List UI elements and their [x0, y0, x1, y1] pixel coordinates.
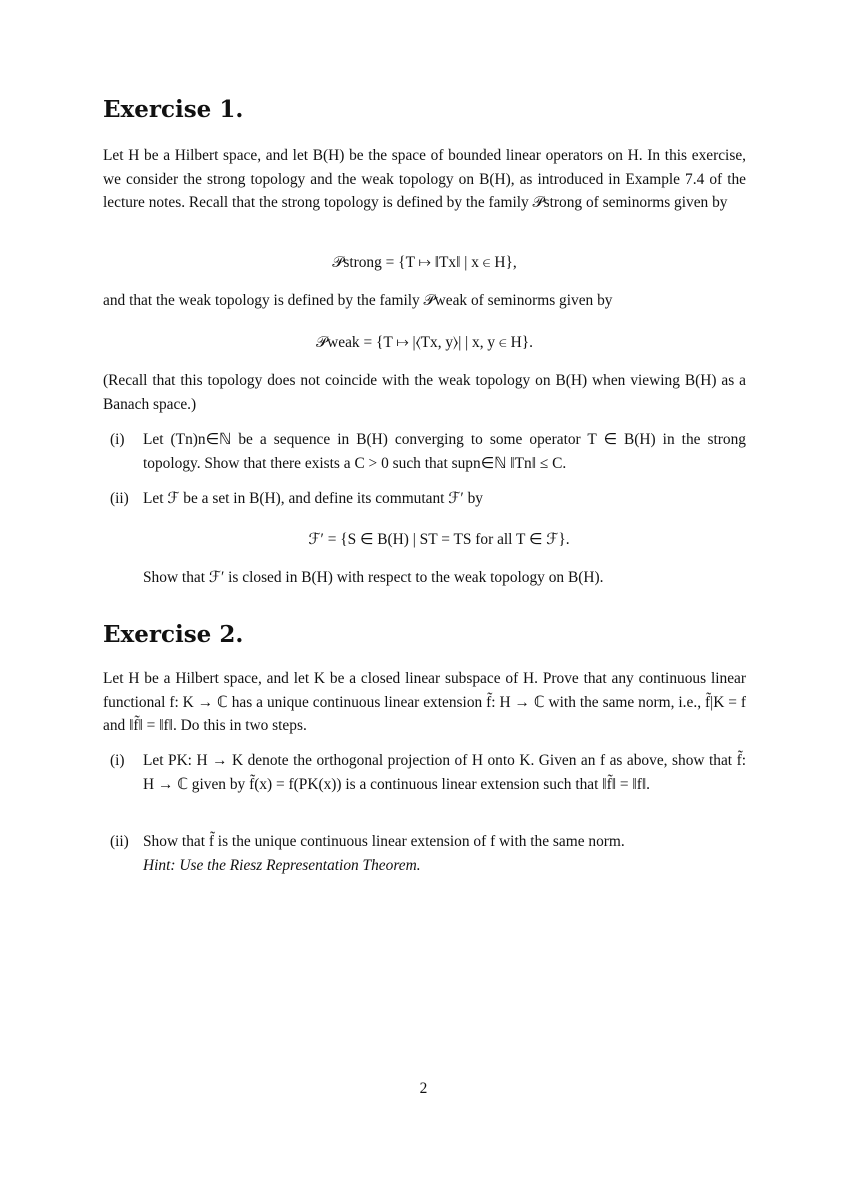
item-text: Let PK: H → K denote the orthogonal projection of H onto K. Given an f as above, show that f̃: H → ℂ given by f̃(x) = f(PK(x)) is a continuous linear extension such that ‖f̃‖ = ‖f‖. — [143, 752, 746, 793]
exercise-1-item-1 — [110, 428, 746, 475]
exercise-2-item-2 — [110, 830, 746, 877]
exercise-2-title: Exercise 2. — [103, 621, 244, 648]
hint-text: Hint: Use the Riesz Representation Theorem. — [143, 856, 421, 874]
item-text: Let ℱ be a set in B(H), and define its commutant ℱ′ by — [143, 490, 483, 507]
item-text — [143, 830, 746, 877]
item-text: Let (Tn)n∈ℕ be a sequence in B(H) converging to some operator T ∈ B(H) in the strong topology. Show that there exists a C > 0 such that supn∈ℕ ‖Tn‖ ≤ C. — [143, 431, 746, 472]
exercise-1-item-2 — [110, 487, 746, 511]
page-number: 2 — [419, 1080, 428, 1097]
equation-weak-seminorms: 𝒫weak = {T ↦ |⟨Tx, y⟩| | x, y ∈ H}. — [316, 334, 533, 351]
item-label: (ii) — [110, 490, 129, 507]
item-2-statement: Show that f̃ is the unique continuous linear extension of f with the same norm. — [143, 833, 625, 850]
item-label: (i) — [110, 752, 125, 769]
exercise-2-intro: Let H be a Hilbert space, and let K be a closed linear subspace of H. Prove that any continuous linear functional f: K → ℂ has a unique continuous linear extension f̃: H → ℂ with the same norm, i.e., f̃|K = f and ‖f̃‖ = ‖f‖. Do this in two steps. — [103, 670, 746, 735]
exercise-1-item-2-continued: Show that ℱ′ is closed in B(H) with respect to the weak topology on B(H). — [143, 569, 604, 586]
item-label: (i) — [110, 431, 125, 448]
exercise-1-mid-text: and that the weak topology is defined by the family 𝒫weak of seminorms given by — [103, 292, 613, 309]
exercise-1-intro: Let H be a Hilbert space, and let B(H) be the space of bounded linear operators on H. In this exercise, we consider the strong topology and the weak topology on B(H), as introduced in Example 7.4 of the lecture notes. Recall that the strong topology is defined by the family 𝒫strong of seminorms given by — [103, 147, 746, 212]
exercise-1-title: Exercise 1. — [103, 96, 244, 123]
equation-commutant: ℱ′ = {S ∈ B(H) | ST = TS for all T ∈ ℱ}. — [308, 531, 570, 548]
exercise-1-remark: (Recall that this topology does not coincide with the weak topology on B(H) when viewing B(H) as a Banach space.) — [103, 372, 746, 413]
exercise-2-item-1 — [110, 749, 746, 796]
item-label: (ii) — [110, 833, 129, 850]
equation-strong-seminorms: 𝒫strong = {T ↦ ‖Tx‖ | x ∈ H}, — [332, 254, 517, 271]
